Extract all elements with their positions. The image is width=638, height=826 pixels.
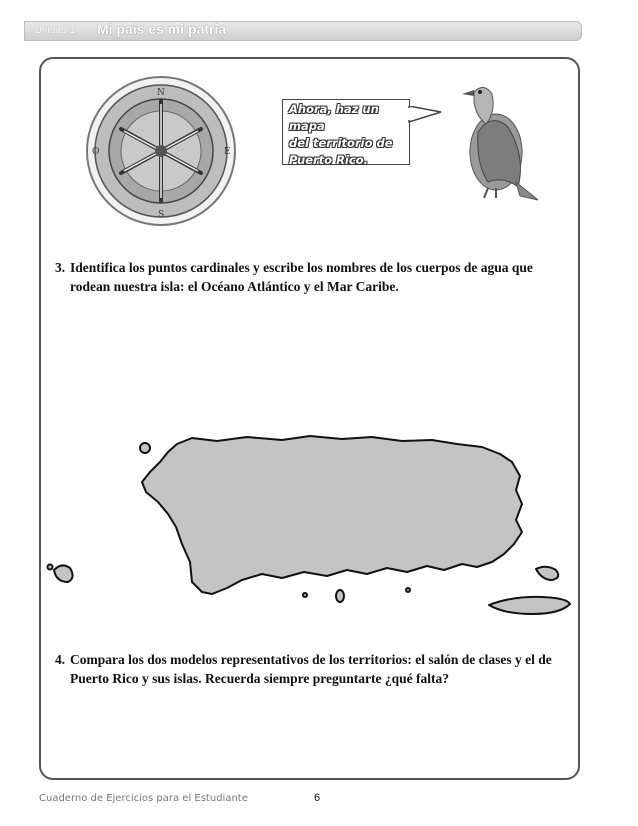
question-3 — [55, 258, 565, 296]
monito-islet — [48, 565, 53, 570]
compass-east-letter: E — [224, 147, 231, 157]
puerto-rico-main-island — [142, 436, 522, 594]
compass-rose-illustration — [84, 74, 239, 229]
unit-header-band — [24, 21, 582, 41]
compass-north-letter: N — [157, 88, 165, 98]
compass-south-letter: S — [158, 210, 165, 220]
question-4-number: 4. — [55, 652, 66, 667]
mona-island — [54, 565, 73, 582]
bubble-line-1: Ahora, haz un mapa — [289, 102, 379, 133]
speech-bubble — [282, 99, 410, 165]
speech-bubble-text — [289, 101, 411, 169]
unit-label: Unidad 1 — [35, 25, 76, 35]
desecheo-island — [140, 443, 150, 453]
bubble-line-3: Puerto Rico. — [289, 153, 368, 167]
culebra-island — [536, 567, 558, 580]
compass-west-letter: O — [92, 147, 100, 157]
puerto-rico-map — [42, 432, 582, 622]
vieques-island — [489, 597, 570, 614]
cay-islet-2 — [406, 588, 410, 592]
footer-page-number: 6 — [314, 792, 321, 804]
caja-de-muertos-island — [336, 590, 344, 602]
question-3-text: Identifica los puntos cardinales y escribe los nombres de los cuerpos de agua que rodean nuestra isla: el Océano Atlántico y el Mar Caribe. — [70, 260, 533, 294]
bubble-line-2: del territorio de — [289, 136, 393, 150]
pigeon-illustration — [448, 72, 543, 202]
question-4 — [55, 650, 565, 688]
speech-bubble-tail — [405, 106, 445, 136]
question-4-text: Compara los dos modelos representativos de los territorios: el salón de clases y el de Puerto Rico y sus islas. Recuerda siempre preguntarte ¿qué falta? — [70, 652, 552, 686]
question-3-number: 3. — [55, 260, 66, 275]
unit-title: Mi país es mi patria — [97, 21, 227, 37]
cay-islet-1 — [303, 593, 307, 597]
footer-book-title: Cuaderno de Ejercicios para el Estudiante — [39, 793, 248, 804]
